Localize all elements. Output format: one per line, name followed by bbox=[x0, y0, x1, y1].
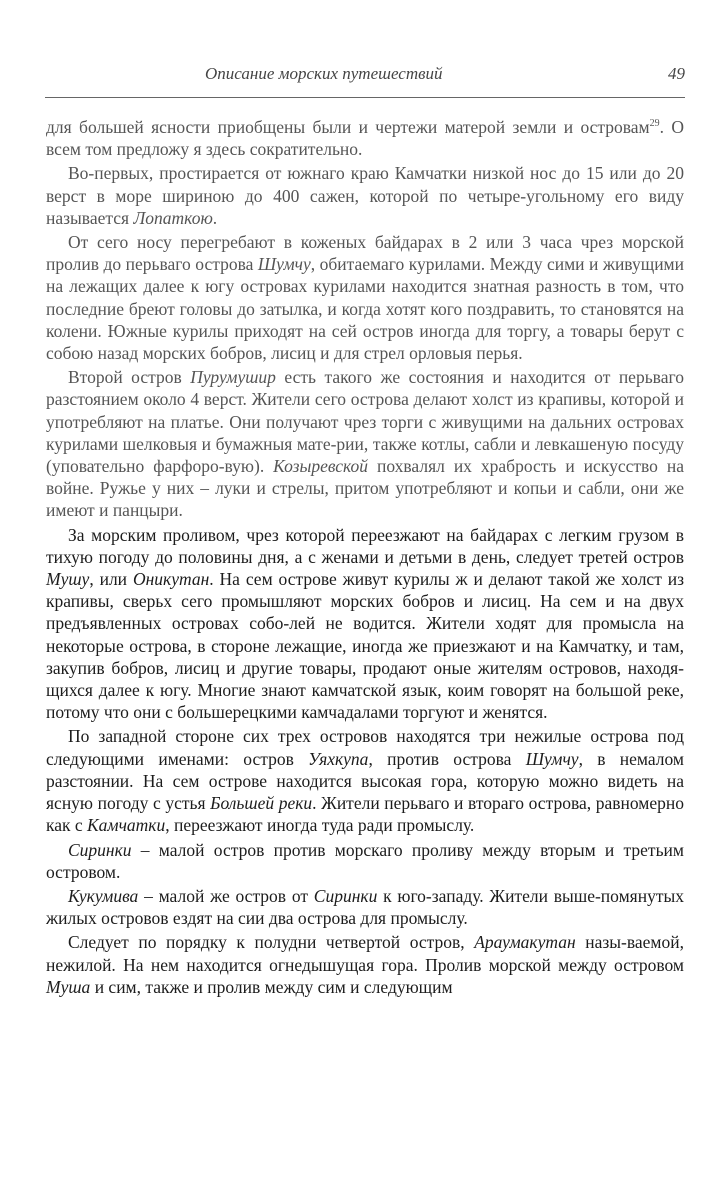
text-run: похвалял их храбрость и искусство на войне. Ружье у них – луки и стрелы, притом употребляют и копьи и сабли, они же имеют и панцыри. bbox=[46, 456, 684, 521]
paragraph bbox=[46, 931, 684, 998]
place-name: Камчатки bbox=[87, 815, 166, 836]
text-run: , в немалом разстоянии. На сем острове находится высокая гора, которую можно видеть на ясную погоду с устья bbox=[46, 748, 684, 814]
header-rule bbox=[45, 97, 685, 98]
text-run: есть такого же состояния и находится от перьваго разстоянием около 4 верст. Жители сего острова делают холст из крапивы, которой и употребляют на платье. Они получают чрез торги с живущими на дальних островах курилами шелковыя и бумажныя мате-рии, также котлы, сабли и левкашеную посуду (уповательно фарфоро-вую). bbox=[46, 367, 684, 477]
text-run: , против острова bbox=[368, 748, 526, 769]
text-run: для большей ясности приобщены были и чертежи матерой земли и островам bbox=[46, 117, 650, 137]
running-header bbox=[45, 62, 685, 86]
paragraph bbox=[46, 524, 684, 724]
place-name: Кукумива bbox=[68, 885, 139, 906]
place-name: Пурумушир bbox=[190, 367, 276, 388]
place-name: Араумакутан bbox=[474, 932, 576, 953]
text-run: . Жители перьваго и втораго острова, равномерно как с bbox=[46, 793, 684, 836]
place-name: Шумчу bbox=[257, 254, 311, 275]
text-run: От сего носу перегребают в коженых байдарах в 2 или 3 часа чрез морской пролив до перьваго острова bbox=[46, 232, 684, 275]
text-run: . На сем острове живут курилы ж и делают такой же холст из крапивы, сверьх сего промышляют морских бобров и лисиц. На сем и на двух предъявленных островах собо-лей не водится. Жители ходят для промысла на некоторые острова, в стороне лежащие, иногда же приезжают и на Камчатку, и там, закупив бобров, лисиц и другие товары, продают оные жителям островов, находя-щихся далее к югу. Многие знают камчатской язык, коим говорят на большой реке, потому что они с большерецкими камчадалами торгуют и женятся. bbox=[46, 569, 685, 723]
paragraph-continuation bbox=[46, 116, 684, 160]
text-run: , переезжают иногда туда ради промыслу. bbox=[165, 815, 475, 836]
text-run: , обитаемаго курилами. Между сими и живущими на лежащих далее к югу островах курилами находится знатная разность в том, что последние бреют головы до затылка, и когда хотят кого поздравить, то становятся на колени. Южные курилы приходят на сей остров иногда для торгу, а товары берут с собою назад морских бобров, лисиц и для стрел орловыя перья. bbox=[46, 254, 684, 364]
text-run: Следует по порядку к полудни четвертой остров, bbox=[68, 932, 475, 953]
footnote-reference: 29 bbox=[649, 118, 660, 130]
text-run: – малой остров против морскаго проливу между вторым и третьим островом. bbox=[46, 839, 684, 882]
place-name: Мушу bbox=[46, 569, 90, 590]
paragraph bbox=[46, 725, 684, 836]
text-run: , или bbox=[89, 569, 133, 590]
place-name: Сиринки bbox=[68, 839, 132, 860]
place-name: Муша bbox=[46, 976, 91, 997]
place-name: Лопаткою bbox=[133, 207, 213, 228]
person-name: Козыревской bbox=[273, 456, 368, 477]
text-run: назы-ваемой, нежилой. На нем находится огнедышущая гора. Пролив морской между островом bbox=[46, 932, 684, 975]
text-run: к юго-западу. Жители выше-помянутых жилых островов ездят на сии два острова для промыслу. bbox=[46, 885, 684, 929]
text-run: – малой же остров от bbox=[138, 885, 314, 906]
paragraph bbox=[46, 839, 684, 883]
body-text bbox=[46, 116, 684, 1000]
page-number: 49 bbox=[668, 64, 685, 83]
paragraph bbox=[46, 162, 684, 229]
paragraph bbox=[46, 366, 684, 521]
paragraph bbox=[46, 885, 684, 929]
place-name: Шумчу bbox=[525, 748, 579, 769]
text-run: Второй остров bbox=[68, 367, 191, 388]
text-run: Во-первых, простирается от южнаго краю Камчатки низкой нос до 15 или до 20 верст в море шириною до 400 сажен, которой по четыре-угольному его виду называется bbox=[46, 163, 684, 228]
running-title: Описание морских путешествий bbox=[205, 64, 443, 83]
text-run: За морским проливом, чрез которой переезжают на байдарах с легким грузом в тихую погоду до половины дня, а с женами и детьми в день, следует третей остров bbox=[46, 524, 684, 567]
paragraph bbox=[46, 231, 684, 364]
place-name: Большей реки bbox=[210, 793, 313, 814]
place-name: Уяхкупа bbox=[308, 748, 369, 769]
place-name: Оникутан bbox=[132, 569, 210, 590]
place-name: Сиринки bbox=[313, 885, 378, 906]
text-run: По западной стороне сих трех островов находятся три нежилые острова под следующими именами: остров bbox=[46, 726, 684, 769]
text-run: и сим, также и пролив между сим и следующим bbox=[90, 976, 453, 997]
text-run: . bbox=[212, 207, 218, 228]
text-run: . О всем том предложу я здесь сократительно. bbox=[46, 117, 685, 160]
